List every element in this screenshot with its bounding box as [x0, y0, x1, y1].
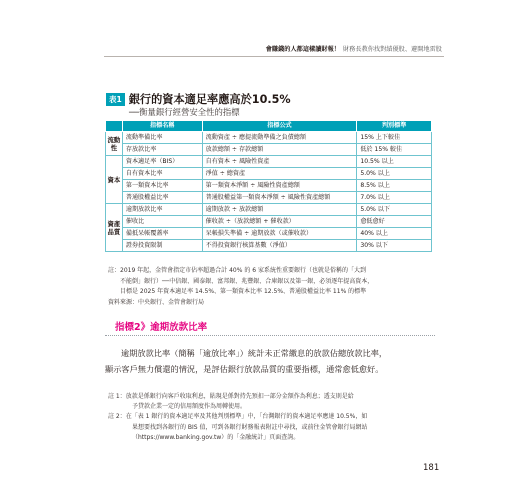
category-cell: 資本 [106, 156, 123, 204]
table-header-category [106, 121, 123, 132]
indicator-name: 證券投資限制 [122, 240, 202, 252]
indicator-standard: 10.5% 以上 [357, 156, 432, 168]
indicator-formula: 第一類資本淨額 ÷ 風險性資產總額 [202, 180, 357, 192]
bank-indicator-table [105, 120, 432, 252]
table-header-formula: 指標公式 [202, 121, 357, 132]
indicator-standard: 低於 15% 較佳 [357, 144, 432, 156]
indicator-name: 流動準備比率 [122, 132, 202, 144]
running-header [152, 44, 442, 55]
header-divider [104, 56, 444, 57]
table-row [106, 168, 432, 180]
footnotes [108, 392, 438, 443]
indicator-name: 逾期放款比率 [122, 204, 202, 216]
table-row [106, 216, 432, 228]
table-subtitle: ──衡量銀行經營安全性的指標 [129, 107, 240, 117]
table-note-line: 不能倒」銀行）──中信銀、國泰銀、富邦銀、兆豐銀、合庫銀以及第一銀，必須逐年提高資本， [120, 277, 374, 285]
table-row [106, 228, 432, 240]
table-note [108, 266, 428, 308]
category-cell: 資產品質 [106, 204, 123, 252]
section-divider [105, 335, 435, 336]
footnote-line: （https://www.banking.gov.tw）的「金融統計」頁面查詢。 [132, 433, 300, 441]
category-cell: 流動性 [106, 132, 123, 156]
indicator-name: 普通股權益比率 [122, 192, 202, 204]
indicator-name: 備抵呆帳覆蓋率 [122, 228, 202, 240]
body-line: 逾期放款比率（簡稱「逾放比率」）統計未正常繳息的放款佔總放款比率， [121, 348, 388, 358]
table-badge: 表1 [106, 93, 125, 106]
table-title-text: 銀行的資本適足率應高於10.5% [128, 93, 291, 106]
indicator-formula: 逾期放款 ÷ 放款總額 [202, 204, 357, 216]
indicator-name: 催收比 [122, 216, 202, 228]
indicator-name: 第一類資本比率 [122, 180, 202, 192]
indicator-standard: 8.5% 以上 [357, 180, 432, 192]
indicator-standard: 40% 以上 [357, 228, 432, 240]
indicator-formula: 放款總額 ÷ 存款總額 [202, 144, 357, 156]
table-note-source: 資料來源：中央銀行、金管會銀行局 [108, 298, 205, 306]
table-note-line: 註：2019 年起，金管會指定市佔率超過合計 40% 的 6 家系統性重要銀行（也就是俗稱的「大到 [108, 267, 366, 274]
running-header-book-title: 會賺錢的人都這樣讀財報！ [265, 46, 340, 53]
table-row [106, 132, 432, 144]
footnote-line: 予貸款企業一定的信用額度作為周轉使用。 [132, 403, 247, 411]
table-header-standard: 判別標準 [357, 121, 432, 132]
indicator-formula: 不得投資銀行核算基數（淨值） [202, 240, 357, 252]
indicator-standard: 30% 以下 [357, 240, 432, 252]
indicator-formula: 呆帳損失準備 ÷ 逾期放款（或催收款） [202, 228, 357, 240]
table-row [106, 204, 432, 216]
table-row [106, 240, 432, 252]
indicator-standard: 7.0% 以上 [357, 192, 432, 204]
indicator-name: 自有資本比率 [122, 168, 202, 180]
section-heading: 指標2》逾期放款比率 [115, 322, 208, 333]
footnote-line: 註 2：在「表 1 銀行的資本適足率及其他判別標準」中，「台灣銀行的資本適足率應達 10.5%，如 [108, 413, 368, 421]
table-title [106, 91, 291, 107]
table-row [106, 156, 432, 168]
indicator-formula: 淨值 ÷ 總資產 [202, 168, 357, 180]
table-row [106, 144, 432, 156]
table-row [106, 192, 432, 204]
indicator-standard: 15% 上下較佳 [357, 132, 432, 144]
indicator-standard: 愈低愈好 [357, 216, 432, 228]
body-paragraph [105, 345, 435, 377]
footnote-line: 果想要找到各銀行的 BIS 值，可到各銀行財務報表附註中尋找，或前往金管會銀行局網站 [132, 423, 368, 431]
indicator-formula: 普通股權益第一類資本淨額 ÷ 風險性資產總額 [202, 192, 357, 204]
body-line: 顯示客戶無力償還的情況，是評估銀行放款品質的重要指標，通常愈低愈好。 [105, 364, 384, 374]
table-row [106, 180, 432, 192]
indicator-formula: 自有資本 ÷ 風險性資產 [202, 156, 357, 168]
table-header-name: 指標名稱 [122, 121, 202, 132]
indicator-name: 存放款比率 [122, 144, 202, 156]
page-number: 181 [423, 463, 440, 473]
footnote-line: 註 1：放款是係銀行向客戶收取利息，貼現是係對持先預扣一部分金額作為利息；透支則是給 [108, 393, 354, 400]
indicator-formula: 流動資產 ÷ 應提流動準備之負債總額 [202, 132, 357, 144]
table-header-row [106, 121, 432, 132]
table-note-line: 目標是 2025 年資本適足率 14.5%、第一類資本比率 12.5%、普通股權益比率 11% 的標準 [120, 288, 367, 296]
indicator-standard: 5.0% 以上 [357, 168, 432, 180]
running-header-subtitle: 財務長教你找對績優股、避開地雷股 [343, 46, 442, 53]
indicator-standard: 5.0% 以下 [357, 204, 432, 216]
indicator-formula: 催收款 ÷（放款總額 + 催收款） [202, 216, 357, 228]
indicator-name: 資本適足率（BIS） [122, 156, 202, 168]
